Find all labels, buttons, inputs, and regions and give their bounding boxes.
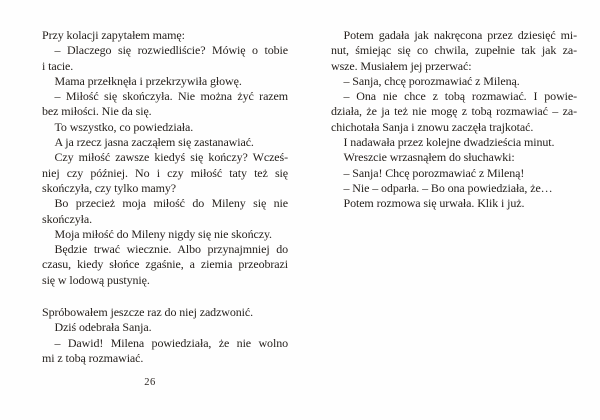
text-line: chichotała Sanja i znowu zaczęła trajkotać. [331, 119, 534, 134]
text-line: się w lodową pustynię. [42, 272, 150, 287]
text-line: niej czy później. No i czy miłość taty też się [42, 165, 288, 180]
text-line: – Miłość się skończyła. Nie można żyć razem [54, 89, 288, 104]
text-line: Dziś odebrała Sanja. [54, 320, 152, 335]
text-line: A ja rzecz jasna zacząłem się zastanawiać. [54, 135, 254, 150]
text-line: skończyła. [42, 211, 92, 226]
text-line: Moja miłość do Mileny nigdy się nie skończy. [54, 226, 272, 241]
text-line: nut, śmiejąc się co chwila, zupełnie tak jak za- [331, 43, 577, 58]
text-line: – Ona nie chce z tobą rozmawiać. I powie- [343, 89, 577, 104]
page-number: 26 [144, 377, 156, 388]
text-line: wsze. Musiałem jej przerwać: [331, 58, 472, 73]
text-line: Mama przełknęła i przekrzywiła głowę. [54, 73, 242, 88]
text-line: czasu, kiedy słońce zgaśnie, a ziemia przeobrazi [42, 257, 288, 272]
text-line: – Dlaczego się rozwiedliście? Mówię o tobie [54, 43, 288, 58]
text-line: – Sanja! Chcę porozmawiać z Mileną! [343, 165, 525, 180]
text-line: Czy miłość zawsze kiedyś się kończy? Wcześ- [54, 150, 288, 165]
text-line: – Nie – odparła. – Bo ona powiedziała, że… [343, 180, 553, 195]
text-line: Spróbowałem jeszcze raz do niej zadzwonić. [42, 305, 254, 320]
text-line: skończyła, czy tylko mamy? [42, 180, 177, 195]
text-line: Potem gadała jak nakręcona przez dziesięć mi- [343, 28, 577, 42]
text-line: bez miłości. Nie da się. [42, 104, 152, 119]
left-page-text-column [42, 28, 288, 366]
text-line: Będzie trwać wiecznie. Albo przynajmniej do [54, 242, 288, 257]
text-line: – Sanja, chcę porozmawiać z Mileną. [343, 73, 520, 88]
text-line: działa, że ja też nie mogę z tobą rozmawiać – za- [331, 104, 577, 119]
text-line: Przy kolacji zapytałem mamę: [42, 28, 185, 42]
text-line: mi z tobą rozmawiać. [42, 350, 144, 365]
right-page-text-column [331, 28, 577, 212]
text-line: I nadawała przez kolejne dwadzieścia minut. [343, 135, 555, 150]
text-line: Potem rozmowa się urwała. Klik i już. [343, 196, 525, 211]
text-line: i tacie. [42, 58, 74, 73]
text-line: Bo przecież moja miłość do Mileny się nie [54, 196, 288, 211]
text-line: Wreszcie wrzasnąłem do słuchawki: [343, 150, 515, 165]
text-line: To wszystko, co powiedziała. [54, 119, 194, 134]
text-line: – Dawid! Milena powiedziała, że nie wolno [54, 335, 288, 350]
